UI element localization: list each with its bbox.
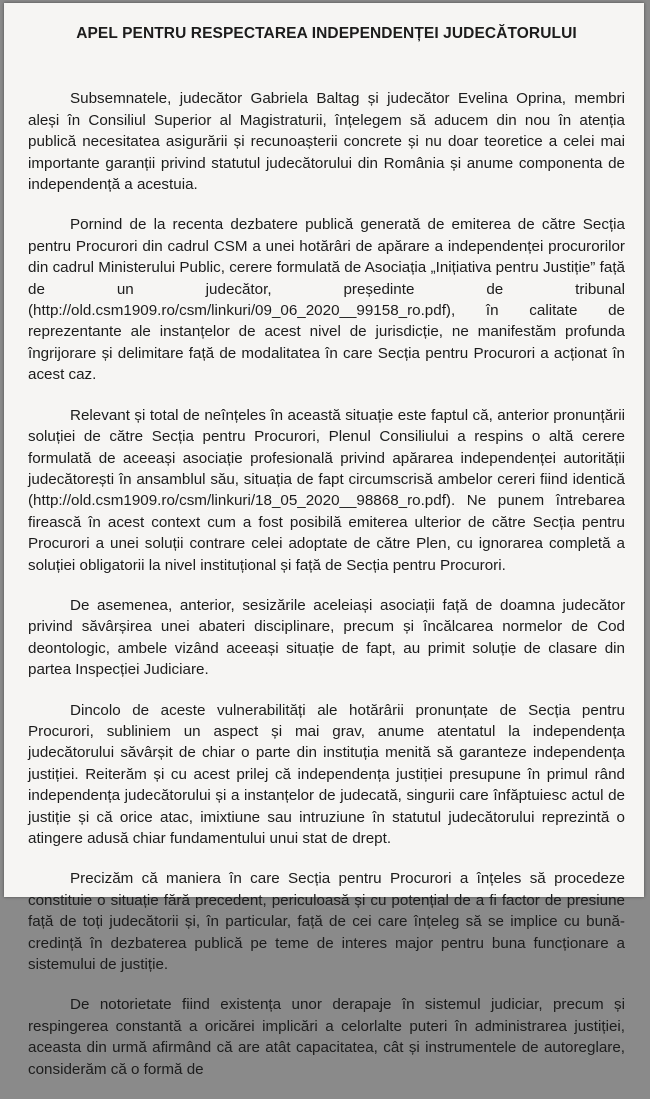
- paragraph: Precizăm că maniera în care Secția pentru Procurori a înțeles să procedeze constituie o situație fără precedent, periculoasă și cu potențial de a fi factor de presiune față de toți judecătorii și, în particular, față de cei care înțeleg să se implice cu bună-credință în dezbaterea publică pe teme de interes major pentru buna funcționare a sistemului de justiție.: [28, 870, 625, 974]
- paragraph: Pornind de la recenta dezbatere publică generată de emiterea de către Secția pentru Procurori din cadrul CSM a unei hotărâri de apărare a independenței procurorilor din cadrul Ministerului Public, cerere formulată de Asociația „Inițiativa pentru Justiție” față de un judecător, președinte de tribunal (http://old.csm1909.ro/csm/linkuri/09_06_2020__99158_ro.pdf), în calitate de reprezentante ale instanțelor de acest nivel de jurisdicție, ne manifestăm profunda îngrijorare și delimitare față de modalitatea în care Secția pentru Procurori a acționat în acest caz.: [28, 216, 625, 384]
- document-title: APEL PENTRU RESPECTAREA INDEPENDENȚEI JUDECĂTORULUI: [76, 25, 577, 42]
- paragraph: Subsemnatele, judecător Gabriela Baltag și judecător Evelina Oprina, membri aleși în Consiliul Superior al Magistraturii, înțelegem să aducem din nou în atenția publică necesitatea asigurării și recunoașterii concrete și nu doar teoretice a celei mai importante garanții privind statutul judecătorului din România și anume componenta de independență a acestuia.: [28, 90, 625, 194]
- document-body: [28, 23, 625, 1099]
- paragraph: De asemenea, anterior, sesizările aceleiași asociații față de doamna judecător privind săvârșirea unei abateri disciplinare, precum și încălcarea normelor de Cod deontologic, ambele vizând aceeași situație de fapt, au primit soluție de clasare din partea Inspecției Judiciare.: [28, 596, 625, 679]
- document-page: [4, 3, 644, 1078]
- paragraph: De notorietate fiind existența unor derapaje în sistemul judiciar, precum și respingerea constantă a oricărei implicări a celorlalte puteri în administrarea justiției, aceasta din urmă afirmând că are atât capacitatea, cât și instrumentele de autoreglare, considerăm că o formă de: [28, 996, 625, 1078]
- paragraph: Relevant și total de neînțeles în această situație este faptul că, anterior pronunțării soluției de către Secția pentru Procurori, Plenul Consiliului a respins o altă cerere formulată de aceeași asociație profesională privind apărarea independenței autorității judecătorești în ansamblul său, situația de fapt circumscrisă ambelor cereri fiind identică (http://old.csm1909.ro/csm/linkuri/18_05_2020__98868_ro.pdf). Ne punem întrebarea firească în acest context cum a fost posibilă emiterea ulterior de către Secția pentru Procurori a unei soluții contrare celei adoptate de către Plen, cu ignorarea completă a soluției obligatorii la nivel instituțional și față de Secția pentru Procurori.: [28, 406, 625, 574]
- paragraph: Dincolo de aceste vulnerabilități ale hotărârii pronunțate de Secția pentru Procurori, subliniem un aspect și mai grav, anume atentatul la independența judecătorului săvârșit de chiar o parte din instituția menită să garanteze independența justiției. Reiterăm și cu acest prilej că independența justiției presupune în primul rând independența judecătorului și a instanțelor de judecată, singurii care înfăptuiesc actul de justiție și că orice atac, imixtiune sau intruziune în statutul judecătorului reprezintă o atingere adusă chiar fundamentului unui stat de drept.: [28, 701, 625, 847]
